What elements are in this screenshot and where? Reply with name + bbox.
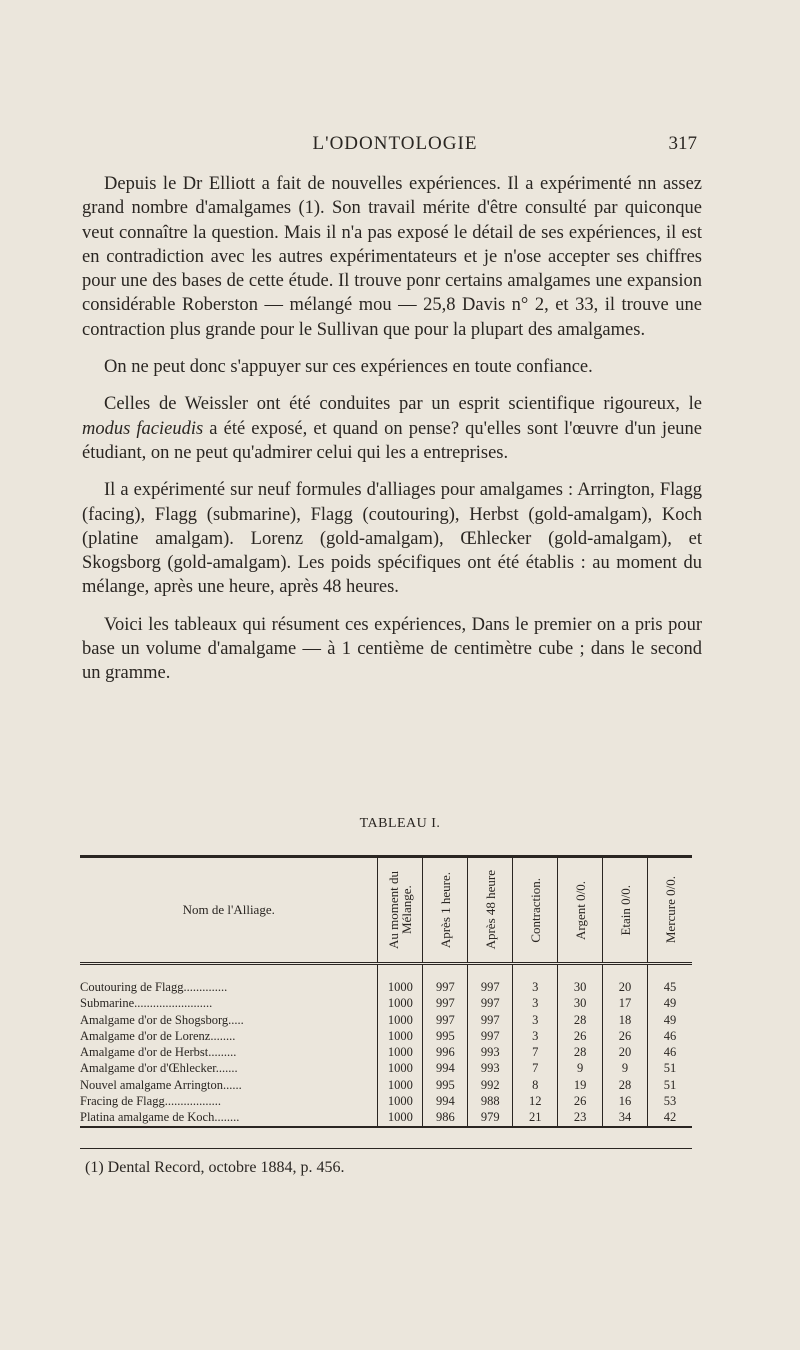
argent-cell: 26 <box>558 1028 603 1044</box>
table-row <box>80 1060 692 1076</box>
mercure-cell: 49 <box>648 995 693 1011</box>
contraction-cell: 3 <box>513 979 558 995</box>
moment-melange-cell: 1000 <box>378 979 423 995</box>
paragraph-3-start: Celles de Weissler ont été conduites par un esprit scientifique rigoureux, le <box>104 394 702 415</box>
etain-cell: 28 <box>603 1077 648 1093</box>
contraction-cell: 3 <box>513 995 558 1011</box>
etain-cell: 16 <box>603 1093 648 1109</box>
paragraph-4: Il a expérimenté sur neuf formules d'alliages pour amalgames : Arrington, Flagg (facing), Flagg (submarine), Flagg (coutouring), Herbst (gold-amalgam), Koch (platine amalgam). Lorenz (gold-amalgam), Œhlecker (gold-amalgam), et Skogsborg (gold-amalgam). Les poids spécifiques ont été établis : au moment du mélange, après une heure, après 48 heures. <box>82 480 702 598</box>
body-text <box>82 172 702 699</box>
moment-melange-cell: 1000 <box>378 1012 423 1028</box>
alloy-name-cell: Nouvel amalgame Arrington...... <box>80 1077 242 1092</box>
header-etain: Etain 0/0. <box>603 857 648 964</box>
mercure-cell: 51 <box>648 1077 693 1093</box>
paragraph-3-italic: modus facieudis <box>82 418 204 439</box>
paragraph-1: Depuis le Dr Elliott a fait de nouvelles expériences. Il a expérimenté nn assez grand nombre d'amalgames (1). Son travail mérite d'être consulté par quiconque veut connaître la question. Mais il n'a pas exposé le détail de ses expériences, il est en contradiction avec les autres expérimentateurs et je n'ose accepter ses chiffres pour une des bases de cette étude. Il trouve ponr certains amalgames une expansion considérable Roberston — mélangé mou — 25,8 Davis n° 2, et 33, il trouve une contraction plus grande pour le Sullivan que pour la plupart des amalgames. <box>82 174 702 340</box>
header-argent: Argent 0/0. <box>558 857 603 964</box>
moment-melange-cell: 1000 <box>378 1060 423 1076</box>
argent-cell: 19 <box>558 1077 603 1093</box>
apres-48-heure-cell: 997 <box>468 995 513 1011</box>
moment-melange-cell: 1000 <box>378 995 423 1011</box>
table-row <box>80 1044 692 1060</box>
table-spacer-row <box>80 964 692 980</box>
argent-cell: 9 <box>558 1060 603 1076</box>
apres-48-heure-cell: 997 <box>468 1028 513 1044</box>
table-row <box>80 995 692 1011</box>
table-caption: TABLEAU I. <box>359 816 441 831</box>
apres-1-heure-cell: 997 <box>423 979 468 995</box>
table-row <box>80 1077 692 1093</box>
moment-melange-cell: 1000 <box>378 1109 423 1126</box>
apres-1-heure-cell: 994 <box>423 1060 468 1076</box>
header-apres-48-heure: Après 48 heure <box>468 857 513 964</box>
alloy-name-cell: Fracing de Flagg.................. <box>80 1094 221 1109</box>
moment-melange-cell: 1000 <box>378 1044 423 1060</box>
alloy-name-cell: Amalgame d'or de Lorenz........ <box>80 1028 236 1043</box>
contraction-cell: 7 <box>513 1060 558 1076</box>
alloy-name-cell: Amalgame d'or de Herbst......... <box>80 1045 237 1060</box>
alloy-name-cell: Amalgame d'or d'Œhlecker....... <box>80 1061 238 1076</box>
alloy-table <box>80 855 692 1128</box>
mercure-cell: 49 <box>648 1012 693 1028</box>
footnote: (1) Dental Record, octobre 1884, p. 456. <box>85 1159 345 1176</box>
etain-cell: 9 <box>603 1060 648 1076</box>
header-mercure: Mercure 0/0. <box>648 857 693 964</box>
table-row <box>80 979 692 995</box>
mercure-cell: 42 <box>648 1109 693 1126</box>
apres-1-heure-cell: 997 <box>423 995 468 1011</box>
alloy-name-cell: Coutouring de Flagg.............. <box>80 980 228 994</box>
footnote-rule <box>80 1148 692 1149</box>
moment-melange-cell: 1000 <box>378 1077 423 1093</box>
etain-cell: 20 <box>603 979 648 995</box>
alloy-name-cell: Amalgame d'or de Shogsborg..... <box>80 1012 244 1027</box>
header-contraction: Contraction. <box>513 857 558 964</box>
table-header-row <box>80 857 692 964</box>
table-row <box>80 1093 692 1109</box>
argent-cell: 28 <box>558 1044 603 1060</box>
apres-48-heure-cell: 993 <box>468 1044 513 1060</box>
apres-1-heure-cell: 995 <box>423 1077 468 1093</box>
etain-cell: 26 <box>603 1028 648 1044</box>
etain-cell: 34 <box>603 1109 648 1126</box>
argent-cell: 28 <box>558 1012 603 1028</box>
argent-cell: 26 <box>558 1093 603 1109</box>
etain-cell: 20 <box>603 1044 648 1060</box>
apres-48-heure-cell: 997 <box>468 979 513 995</box>
apres-48-heure-cell: 988 <box>468 1093 513 1109</box>
argent-cell: 23 <box>558 1109 603 1126</box>
mercure-cell: 45 <box>648 979 693 995</box>
etain-cell: 17 <box>603 995 648 1011</box>
contraction-cell: 12 <box>513 1093 558 1109</box>
paragraph-5: Voici les tableaux qui résument ces expériences, Dans le premier on a pris pour base un volume d'amalgame — à 1 centième de centimètre cube ; dans le second un gramme. <box>82 614 702 684</box>
contraction-cell: 3 <box>513 1012 558 1028</box>
contraction-cell: 7 <box>513 1044 558 1060</box>
table-row <box>80 1012 692 1028</box>
mercure-cell: 46 <box>648 1028 693 1044</box>
apres-48-heure-cell: 979 <box>468 1109 513 1126</box>
apres-1-heure-cell: 996 <box>423 1044 468 1060</box>
table-row <box>80 1109 692 1126</box>
argent-cell: 30 <box>558 995 603 1011</box>
contraction-cell: 21 <box>513 1109 558 1126</box>
mercure-cell: 51 <box>648 1060 693 1076</box>
paragraph-3-end: a été exposé, et quand on pense? qu'elles sont l'œuvre d'un jeune étudiant, on ne peut qu'admirer celui qui les a entreprises. <box>82 418 702 463</box>
apres-1-heure-cell: 994 <box>423 1093 468 1109</box>
moment-melange-cell: 1000 <box>378 1028 423 1044</box>
paragraph-2: On ne peut donc s'appuyer sur ces expériences en toute confiance. <box>104 357 593 378</box>
header-apres-1-heure: Après 1 heure. <box>423 857 468 964</box>
apres-1-heure-cell: 997 <box>423 1012 468 1028</box>
mercure-cell: 46 <box>648 1044 693 1060</box>
running-head <box>85 133 705 161</box>
apres-48-heure-cell: 992 <box>468 1077 513 1093</box>
header-alloy-name: Nom de l'Alliage. <box>80 857 378 964</box>
alloy-name-cell: Submarine......................... <box>80 996 213 1011</box>
apres-48-heure-cell: 993 <box>468 1060 513 1076</box>
running-title: L'ODONTOLOGIE <box>312 133 478 154</box>
apres-1-heure-cell: 995 <box>423 1028 468 1044</box>
page-number: 317 <box>668 133 697 154</box>
mercure-cell: 53 <box>648 1093 693 1109</box>
header-moment-melange: Au moment du Mélange. <box>378 857 423 964</box>
apres-48-heure-cell: 997 <box>468 1012 513 1028</box>
moment-melange-cell: 1000 <box>378 1093 423 1109</box>
apres-1-heure-cell: 986 <box>423 1109 468 1126</box>
argent-cell: 30 <box>558 979 603 995</box>
table-row <box>80 1028 692 1044</box>
alloy-name-cell: Platina amalgame de Koch........ <box>80 1110 240 1125</box>
contraction-cell: 8 <box>513 1077 558 1093</box>
etain-cell: 18 <box>603 1012 648 1028</box>
paragraph-3 <box>82 392 702 465</box>
contraction-cell: 3 <box>513 1028 558 1044</box>
